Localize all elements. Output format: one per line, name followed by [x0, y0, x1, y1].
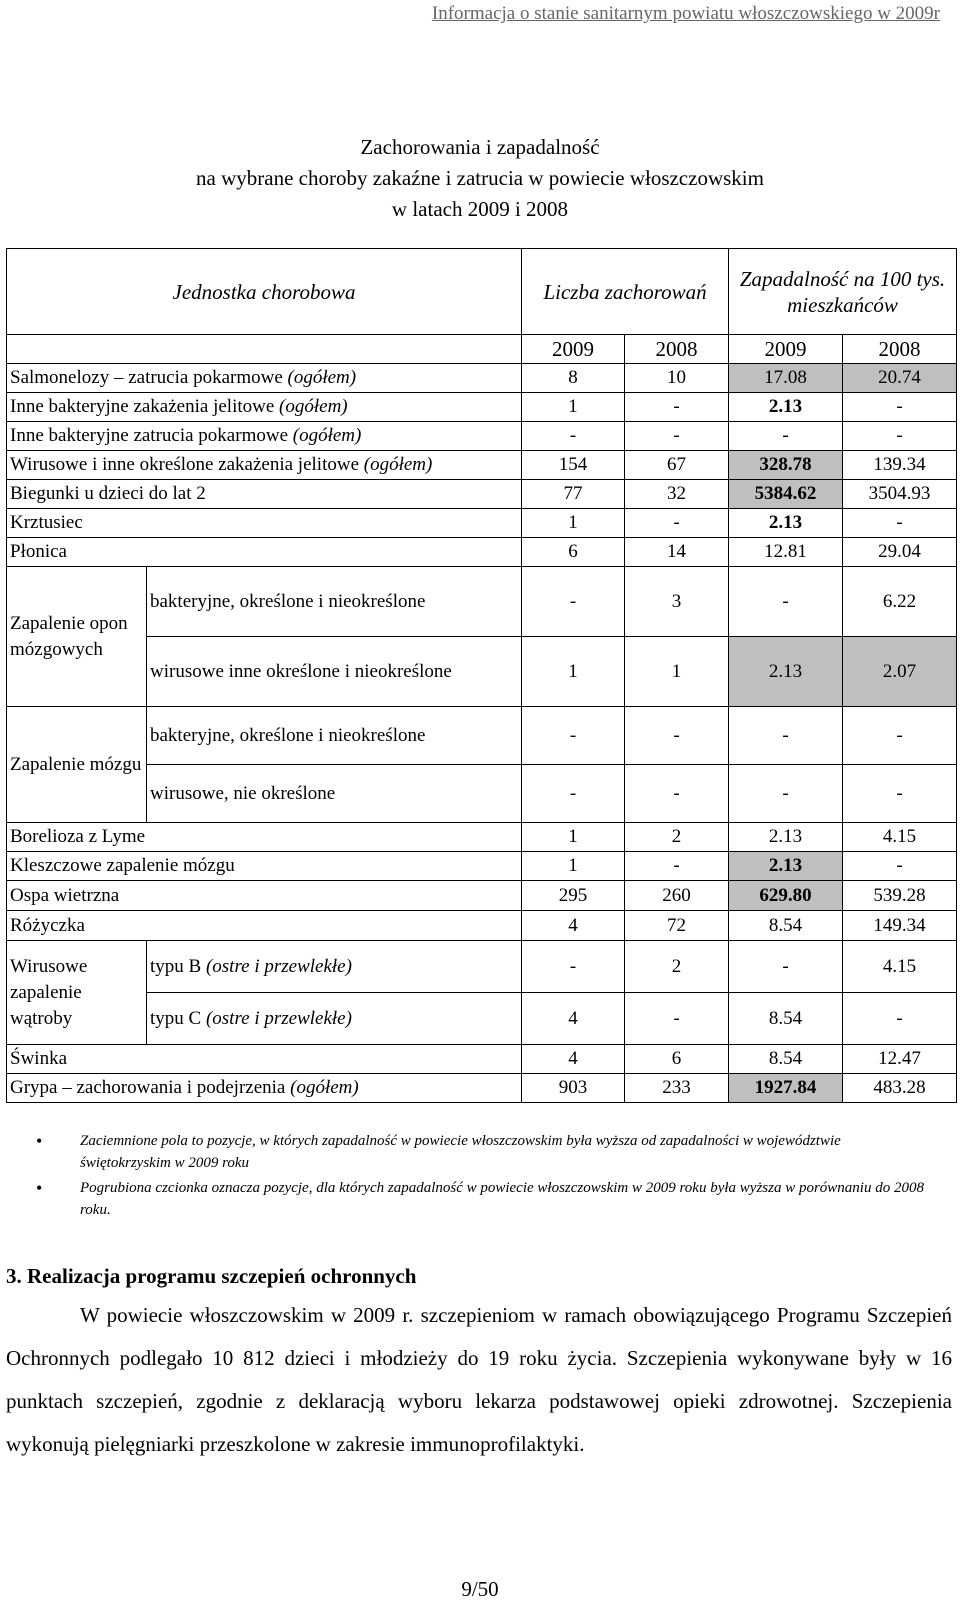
value-cell: - [625, 509, 729, 538]
value-cell: 1 [522, 852, 625, 881]
disease-name [7, 393, 522, 422]
table-row [7, 509, 957, 538]
table-row [7, 823, 957, 852]
disease-name [7, 1045, 522, 1074]
value-cell: - [729, 567, 843, 637]
note-text: Zaciemnione pola to pozycje, w których zapadalność w powiecie włoszczowskim była wyższa od zapadalności w województwie świętokrzyskim w 2009 roku [80, 1133, 841, 1171]
value-cell: 149.34 [843, 911, 957, 941]
value-cell: 5384.62 [729, 480, 843, 509]
value-cell: - [522, 765, 625, 823]
disease-label: Wirusowe i inne określone zakażenia jelitowe [10, 454, 360, 475]
header-unit: Jednostka chorobowa [7, 249, 522, 335]
value-cell: 1 [522, 823, 625, 852]
group-label: Zapalenie mózgu [7, 707, 147, 823]
section-title: 3. Realizacja programu szczepień ochronnych [6, 1264, 417, 1288]
page-header: Informacja o stanie sanitarnym powiatu włoszczowskiego w 2009r [431, 3, 940, 24]
incidence-table [6, 248, 957, 1103]
bullet-icon: • [36, 1131, 43, 1151]
value-cell: 6.22 [843, 567, 957, 637]
disease-label: Krztusiec [10, 512, 83, 533]
disease-name [147, 707, 522, 765]
value-cell: 12.81 [729, 538, 843, 567]
note-bold [36, 1177, 926, 1221]
table-row [7, 707, 957, 765]
table-row [7, 881, 957, 911]
value-cell: - [843, 509, 957, 538]
value-cell: - [522, 707, 625, 765]
disease-label: Kleszczowe zapalenie mózgu [10, 855, 235, 876]
value-cell: 154 [522, 451, 625, 480]
value-cell: 328.78 [729, 451, 843, 480]
value-cell: 67 [625, 451, 729, 480]
value-cell: 2 [625, 941, 729, 993]
disease-name [7, 364, 522, 393]
value-cell: 20.74 [843, 364, 957, 393]
table-row [7, 393, 957, 422]
table-row [7, 567, 957, 637]
disease-label: wirusowe, nie określone [150, 782, 336, 804]
disease-name [147, 567, 522, 637]
value-cell: - [729, 765, 843, 823]
value-cell: 72 [625, 911, 729, 941]
value-cell: - [625, 422, 729, 451]
disease-qualifier: (ogółem) [290, 1077, 359, 1098]
year-header: 2009 [522, 335, 625, 364]
value-cell: - [522, 941, 625, 993]
disease-name [147, 637, 522, 707]
disease-label: Biegunki u dzieci do lat 2 [10, 483, 206, 504]
disease-qualifier: (ostre i przewlekłe) [205, 1007, 352, 1029]
value-cell: 8.54 [729, 1045, 843, 1074]
year-row [7, 335, 957, 364]
value-cell: 1 [625, 637, 729, 707]
disease-name [7, 1074, 522, 1103]
value-cell: - [843, 993, 957, 1045]
table-row [7, 538, 957, 567]
disease-name [7, 538, 522, 567]
disease-label: Borelioza z Lyme [10, 826, 146, 847]
value-cell: - [843, 393, 957, 422]
value-cell: 6 [625, 1045, 729, 1074]
value-cell: 233 [625, 1074, 729, 1103]
value-cell: 260 [625, 881, 729, 911]
disease-name [7, 480, 522, 509]
value-cell: - [843, 765, 957, 823]
table-row [7, 852, 957, 881]
disease-name [7, 509, 522, 538]
bullet-icon: • [36, 1178, 43, 1198]
disease-name [7, 881, 522, 911]
disease-label: typu B [150, 955, 202, 977]
header-cases: Liczba zachorowań [522, 249, 729, 335]
value-cell: - [729, 707, 843, 765]
value-cell: - [625, 765, 729, 823]
page-number: 9/50 [461, 1577, 499, 1601]
disease-label: Świnka [10, 1048, 67, 1069]
value-cell: 8 [522, 364, 625, 393]
value-cell: 2.13 [729, 823, 843, 852]
value-cell: 483.28 [843, 1074, 957, 1103]
table-title [0, 132, 960, 225]
disease-label: Inne bakteryjne zatrucia pokarmowe [10, 425, 289, 446]
value-cell: 29.04 [843, 538, 957, 567]
value-cell: 32 [625, 480, 729, 509]
disease-name [7, 852, 522, 881]
value-cell: 2.07 [843, 637, 957, 707]
value-cell: - [625, 707, 729, 765]
year-header: 2009 [729, 335, 843, 364]
disease-name [7, 422, 522, 451]
value-cell: 6 [522, 538, 625, 567]
value-cell: 1 [522, 637, 625, 707]
disease-label: bakteryjne, określone i nieokreślone [150, 724, 426, 746]
title-line: w latach 2009 i 2008 [391, 197, 569, 221]
group-label: Zapalenie opon mózgowych [7, 567, 147, 707]
value-cell: 2.13 [729, 852, 843, 881]
value-cell: 2.13 [729, 637, 843, 707]
table-row [7, 451, 957, 480]
note-shading [36, 1130, 926, 1174]
value-cell: 77 [522, 480, 625, 509]
value-cell: 4 [522, 993, 625, 1045]
notes [36, 1130, 926, 1224]
value-cell: - [522, 422, 625, 451]
value-cell: 12.47 [843, 1045, 957, 1074]
value-cell: - [843, 852, 957, 881]
value-cell: 8.54 [729, 993, 843, 1045]
disease-label: Grypa – zachorowania i podejrzenia [10, 1077, 286, 1098]
title-line: na wybrane choroby zakaźne i zatrucia w powiecie włoszczowskim [196, 166, 764, 190]
value-cell: 2.13 [729, 509, 843, 538]
value-cell: 1 [522, 393, 625, 422]
value-cell: 1 [522, 509, 625, 538]
value-cell: 14 [625, 538, 729, 567]
body-paragraph [6, 1294, 952, 1466]
disease-qualifier: (ogółem) [279, 396, 348, 417]
value-cell: - [625, 993, 729, 1045]
value-cell: 4.15 [843, 941, 957, 993]
disease-label: typu C [150, 1007, 202, 1029]
table-row [7, 1045, 957, 1074]
disease-qualifier: (ostre i przewlekłe) [205, 955, 352, 977]
value-cell: - [625, 393, 729, 422]
value-cell: 10 [625, 364, 729, 393]
header-incidence: Zapadalność na 100 tys. mieszkańców [729, 249, 957, 335]
value-cell: - [729, 422, 843, 451]
value-cell: - [522, 567, 625, 637]
value-cell: 2 [625, 823, 729, 852]
paragraph-text: W powiecie włoszczowskim w 2009 r. szczepieniom w ramach obowiązującego Programu Szczepień Ochronnych podlegało 10 812 dzieci i młodzieży do 19 roku życia. Szczepienia wykonywane były w 16 punktach szczepień, zgodnie z deklaracją wyboru lekarza podstawowej opieki zdrowotnej. Szczepienia wykonują pielęgniarki przeszkolone w zakresie immunoprofilaktyki. [6, 1303, 952, 1456]
value-cell: - [625, 852, 729, 881]
year-header: 2008 [625, 335, 729, 364]
value-cell: - [843, 422, 957, 451]
value-cell: 903 [522, 1074, 625, 1103]
disease-label: Ospa wietrzna [10, 884, 120, 906]
disease-label: bakteryjne, określone i nieokreślone [150, 590, 426, 612]
value-cell: - [729, 941, 843, 993]
title-line: Zachorowania i zapadalność [360, 135, 600, 159]
disease-label: Różyczka [10, 914, 85, 936]
disease-label: wirusowe inne określone i nieokreślone [150, 660, 452, 682]
disease-name [147, 941, 522, 993]
disease-label: Płonica [10, 541, 67, 562]
table-row [7, 993, 957, 1045]
value-cell: 1927.84 [729, 1074, 843, 1103]
disease-name [7, 823, 522, 852]
value-cell: 4 [522, 911, 625, 941]
year-row-blank [7, 335, 522, 364]
group-label: Wirusowe zapalenie wątroby [7, 941, 147, 1045]
disease-label: Salmonelozy – zatrucia pokarmowe [10, 367, 283, 388]
value-cell: 8.54 [729, 911, 843, 941]
table-row [7, 480, 957, 509]
value-cell: 4.15 [843, 823, 957, 852]
value-cell: 4 [522, 1045, 625, 1074]
value-cell: 629.80 [729, 881, 843, 911]
table-row [7, 911, 957, 941]
table-row [7, 637, 957, 707]
value-cell: 2.13 [729, 393, 843, 422]
value-cell: 17.08 [729, 364, 843, 393]
disease-qualifier: (ogółem) [287, 367, 357, 388]
year-header: 2008 [843, 335, 957, 364]
disease-name [7, 911, 522, 941]
value-cell: 3504.93 [843, 480, 957, 509]
value-cell: - [843, 707, 957, 765]
disease-name [147, 993, 522, 1045]
value-cell: 295 [522, 881, 625, 911]
disease-label: Inne bakteryjne zakażenia jelitowe [10, 396, 275, 417]
value-cell: 139.34 [843, 451, 957, 480]
table-row [7, 765, 957, 823]
value-cell: 539.28 [843, 881, 957, 911]
disease-name [147, 765, 522, 823]
disease-name [7, 451, 522, 480]
value-cell: 3 [625, 567, 729, 637]
table-row [7, 422, 957, 451]
table-row [7, 1074, 957, 1103]
disease-qualifier: (ogółem) [292, 425, 362, 446]
note-text: Pogrubiona czcionka oznacza pozycje, dla których zapadalność w powiecie włoszczowskim w 2009 roku była wyższa w porównaniu do 2008 roku. [80, 1180, 924, 1218]
table-row [7, 364, 957, 393]
table-row [7, 941, 957, 993]
disease-qualifier: (ogółem) [363, 454, 433, 475]
